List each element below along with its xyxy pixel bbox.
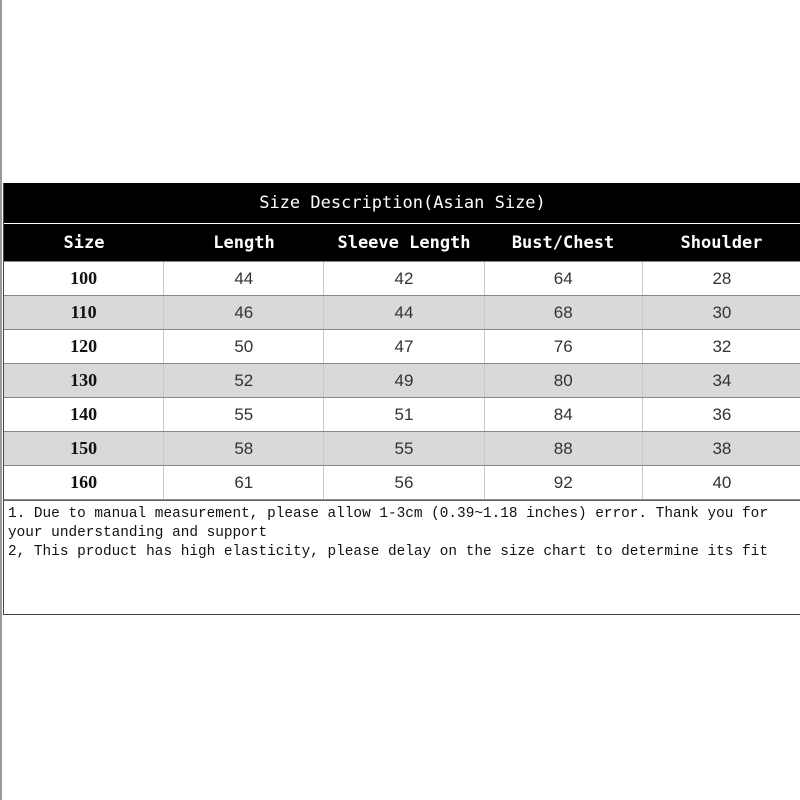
cell-bust-chest: 92 [484, 466, 642, 499]
cell-shoulder: 40 [642, 466, 800, 499]
cell-size: 160 [70, 472, 98, 492]
table-row [4, 397, 800, 431]
table-row [4, 465, 800, 500]
cell-bust-chest: 64 [484, 262, 642, 295]
page-edge-line [0, 0, 2, 800]
cell-length: 44 [163, 262, 323, 295]
cell-sleeve-length: 56 [323, 466, 483, 499]
cell-sleeve-length: 47 [323, 330, 483, 363]
cell-bust-chest: 68 [484, 296, 642, 329]
cell-size: 120 [70, 336, 98, 356]
cell-size: 140 [70, 404, 98, 424]
cell-size: 130 [70, 370, 98, 390]
cell-sleeve-length: 42 [323, 262, 483, 295]
cell-sleeve-length: 44 [323, 296, 483, 329]
table-row [4, 295, 800, 329]
cell-length: 55 [163, 398, 323, 431]
note-elasticity: 2, This product has high elasticity, please delay on the size chart to determine its fit [8, 544, 768, 560]
table-row [4, 261, 800, 295]
cell-length: 52 [163, 364, 323, 397]
cell-size: 100 [70, 268, 98, 288]
cell-sleeve-length: 51 [323, 398, 483, 431]
cell-length: 46 [163, 296, 323, 329]
cell-sleeve-length: 55 [323, 432, 483, 465]
notes-box [4, 500, 800, 615]
table-row [4, 329, 800, 363]
header-length: Length [213, 232, 275, 253]
cell-shoulder: 30 [642, 296, 800, 329]
cell-length: 50 [163, 330, 323, 363]
cell-shoulder: 32 [642, 330, 800, 363]
cell-size: 110 [70, 302, 97, 322]
cell-shoulder: 34 [642, 364, 800, 397]
header-shoulder: Shoulder [680, 232, 763, 253]
cell-shoulder: 36 [642, 398, 800, 431]
header-size: Size [63, 232, 105, 253]
table-row [4, 363, 800, 397]
cell-length: 58 [163, 432, 323, 465]
cell-size: 150 [70, 438, 98, 458]
size-chart [3, 183, 800, 615]
cell-bust-chest: 80 [484, 364, 642, 397]
table-row [4, 431, 800, 465]
cell-shoulder: 38 [642, 432, 800, 465]
cell-bust-chest: 88 [484, 432, 642, 465]
cell-length: 61 [163, 466, 323, 499]
chart-title: Size Description(Asian Size) [4, 183, 800, 223]
table-header-row [4, 224, 800, 261]
header-bust-chest: Bust/Chest [511, 232, 615, 253]
cell-shoulder: 28 [642, 262, 800, 295]
cell-bust-chest: 84 [484, 398, 642, 431]
header-sleeve-length: Sleeve Length [337, 232, 471, 253]
cell-bust-chest: 76 [484, 330, 642, 363]
cell-sleeve-length: 49 [323, 364, 483, 397]
note-measurement: 1. Due to manual measurement, please allow 1-3cm (0.39~1.18 inches) error. Thank you for your understanding and support [8, 506, 768, 541]
